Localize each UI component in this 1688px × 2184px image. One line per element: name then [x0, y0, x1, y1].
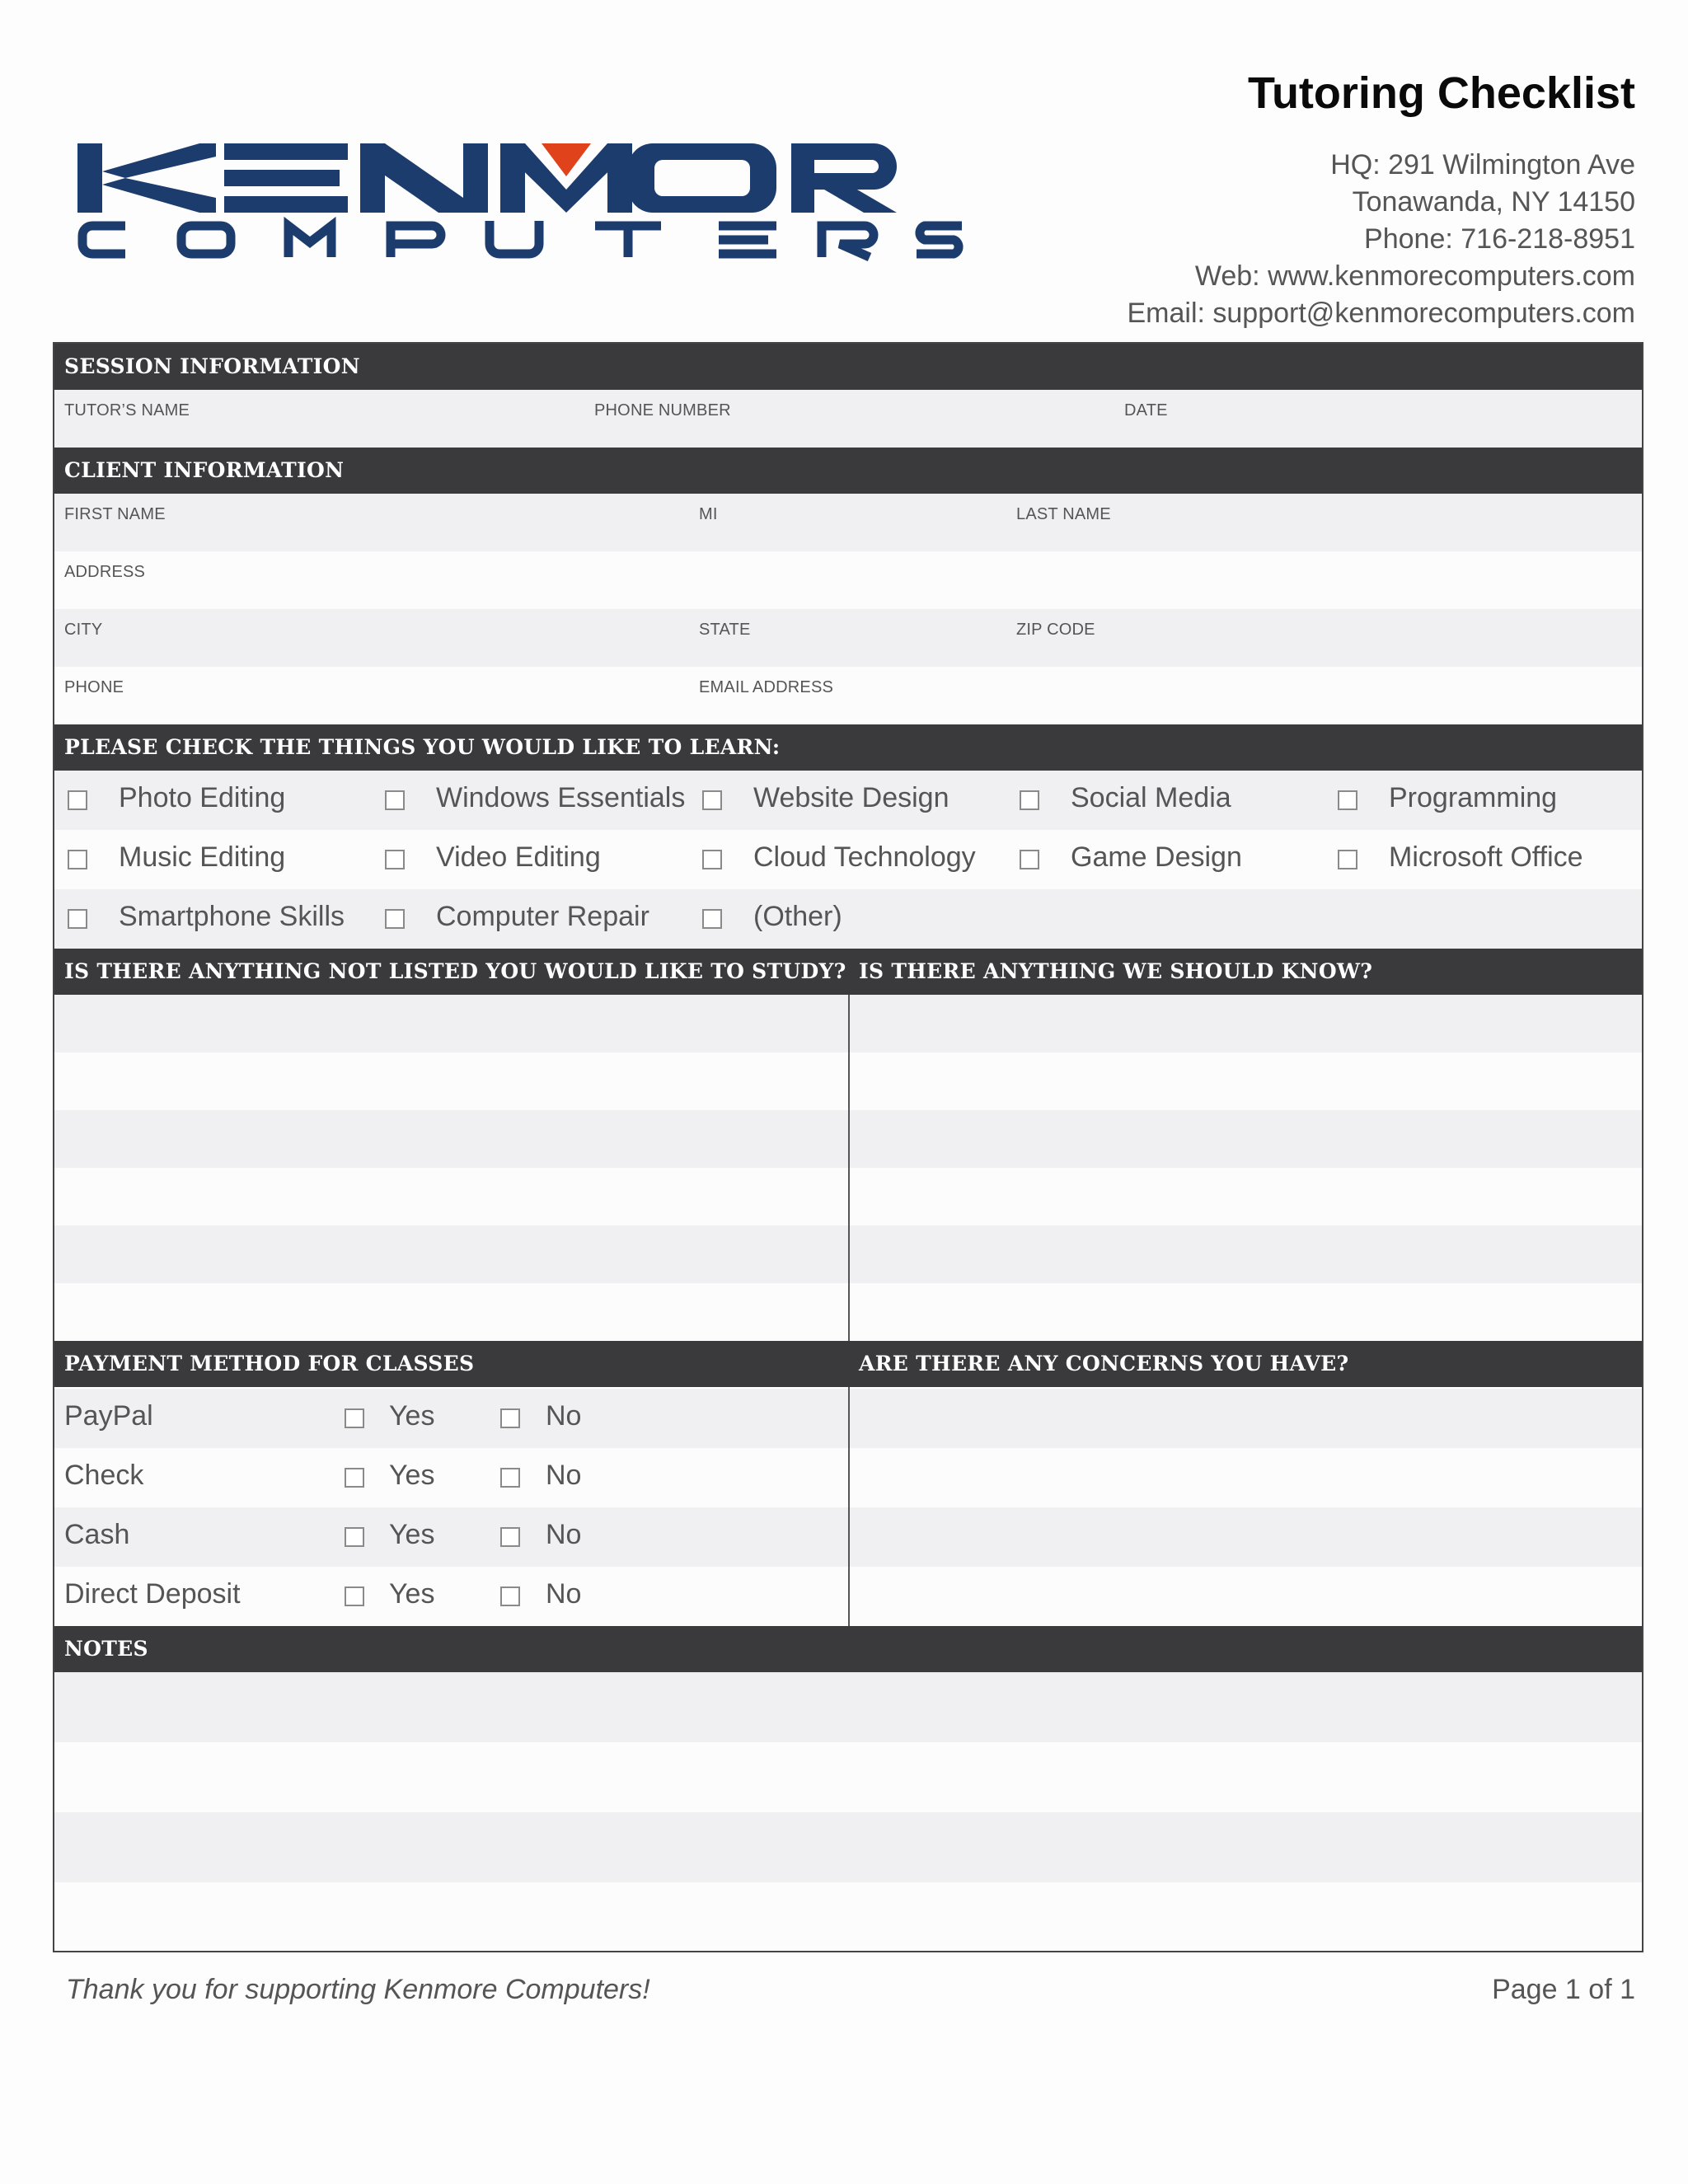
- learn-option: Social Media: [1071, 782, 1231, 813]
- learn-row-1: [54, 771, 1642, 830]
- address-label: ADDRESS: [64, 563, 146, 581]
- checkbox-no[interactable]: [500, 1408, 520, 1428]
- checkbox-no[interactable]: [500, 1586, 520, 1606]
- contact-block: [1127, 147, 1635, 332]
- learn-row-2: [54, 830, 1642, 889]
- section-know-heading: IS THERE ANYTHING WE SHOULD KNOW?: [849, 949, 1642, 995]
- checkbox-yes[interactable]: [345, 1586, 364, 1606]
- learn-option: Website Design: [753, 782, 950, 813]
- learn-option: Computer Repair: [436, 901, 649, 932]
- checkbox[interactable]: [385, 850, 405, 869]
- client-city-row[interactable]: [54, 609, 1642, 667]
- checkbox[interactable]: [1338, 850, 1357, 869]
- checkbox[interactable]: [68, 909, 87, 929]
- checkbox[interactable]: [702, 850, 722, 869]
- payment-method-label: Direct Deposit: [64, 1578, 241, 1610]
- notes-line[interactable]: [54, 1882, 1642, 1951]
- contact-email[interactable]: Email: support@kenmorecomputers.com: [1127, 298, 1635, 329]
- client-name-row[interactable]: [54, 494, 1642, 551]
- date-label: DATE: [1124, 401, 1168, 419]
- page-number: Page 1 of 1: [1492, 1974, 1635, 2005]
- session-row[interactable]: [54, 390, 1642, 448]
- city-label: CITY: [64, 621, 103, 639]
- checklist-form: [53, 342, 1643, 1952]
- payment-method-label: PayPal: [64, 1400, 153, 1432]
- section-study-heading: IS THERE ANYTHING NOT LISTED YOU WOULD LIKE TO STUDY?: [54, 949, 849, 995]
- yes-label: Yes: [389, 1460, 435, 1491]
- notes-line[interactable]: [54, 1812, 1642, 1882]
- yes-label: Yes: [389, 1400, 435, 1432]
- document-title: Tutoring Checklist: [1247, 68, 1635, 118]
- section-notes-heading: NOTES: [54, 1626, 1642, 1672]
- footer-thanks: Thank you for supporting Kenmore Computers!: [66, 1974, 650, 2005]
- checkbox[interactable]: [702, 909, 722, 929]
- learn-option: Smartphone Skills: [119, 901, 345, 932]
- mi-label: MI: [699, 505, 718, 523]
- checkbox[interactable]: [68, 850, 87, 869]
- checkbox-yes[interactable]: [345, 1468, 364, 1488]
- learn-option: Music Editing: [119, 841, 286, 873]
- tutor-name-label: TUTOR’S NAME: [64, 401, 190, 419]
- learn-option: Photo Editing: [119, 782, 286, 813]
- first-name-label: FIRST NAME: [64, 505, 166, 523]
- phone-label: PHONE: [64, 678, 124, 696]
- learn-row-3: [54, 889, 1642, 949]
- section-session-heading: SESSION INFORMATION: [54, 344, 1642, 390]
- company-logo: [76, 140, 974, 264]
- learn-option: Windows Essentials: [436, 782, 686, 813]
- contact-web[interactable]: Web: www.kenmorecomputers.com: [1194, 260, 1635, 292]
- logo-wordmark: [76, 140, 974, 214]
- email-address-label: EMAIL ADDRESS: [699, 678, 834, 696]
- checkbox-no[interactable]: [500, 1527, 520, 1547]
- phone-number-label: PHONE NUMBER: [594, 401, 731, 419]
- section-client-heading: CLIENT INFORMATION: [54, 448, 1642, 494]
- no-label: No: [546, 1460, 582, 1491]
- learn-option: Cloud Technology: [753, 841, 976, 873]
- checkbox-yes[interactable]: [345, 1527, 364, 1547]
- payment-method-label: Check: [64, 1460, 144, 1491]
- section-learn-heading: PLEASE CHECK THE THINGS YOU WOULD LIKE TO LEARN:: [54, 724, 1642, 771]
- client-contact-row[interactable]: [54, 667, 1642, 724]
- notes-line[interactable]: [54, 1672, 1642, 1742]
- yes-label: Yes: [389, 1578, 435, 1610]
- learn-option: (Other): [753, 901, 842, 932]
- yes-label: Yes: [389, 1519, 435, 1550]
- zip-code-label: ZIP CODE: [1016, 621, 1095, 639]
- notes-line[interactable]: [54, 1742, 1642, 1812]
- checkbox-no[interactable]: [500, 1468, 520, 1488]
- learn-option: Video Editing: [436, 841, 601, 873]
- contact-address: HQ: 291 Wilmington Ave: [1330, 149, 1635, 180]
- client-address-row[interactable]: [54, 551, 1642, 609]
- checkbox[interactable]: [1020, 850, 1039, 869]
- contact-city: Tonawanda, NY 14150: [1352, 186, 1635, 218]
- learn-option: Programming: [1389, 782, 1558, 813]
- no-label: No: [546, 1400, 582, 1432]
- section-payment-heading: PAYMENT METHOD FOR CLASSES: [54, 1341, 849, 1387]
- last-name-label: LAST NAME: [1016, 505, 1111, 523]
- checkbox[interactable]: [702, 790, 722, 810]
- learn-option: Microsoft Office: [1389, 841, 1583, 873]
- learn-option: Game Design: [1071, 841, 1242, 873]
- checkbox-yes[interactable]: [345, 1408, 364, 1428]
- checkbox[interactable]: [385, 909, 405, 929]
- payment-method-label: Cash: [64, 1519, 130, 1550]
- column-divider: [848, 1387, 850, 1626]
- section-concerns-heading: ARE THERE ANY CONCERNS YOU HAVE?: [849, 1341, 1642, 1387]
- state-label: STATE: [699, 621, 751, 639]
- contact-phone: Phone: 716-218-8951: [1364, 223, 1635, 255]
- column-divider: [848, 995, 850, 1341]
- no-label: No: [546, 1519, 582, 1550]
- checkbox[interactable]: [385, 790, 405, 810]
- checkbox[interactable]: [1338, 790, 1357, 810]
- checkbox[interactable]: [68, 790, 87, 810]
- logo-subtitle: [76, 216, 974, 264]
- no-label: No: [546, 1578, 582, 1610]
- checkbox[interactable]: [1020, 790, 1039, 810]
